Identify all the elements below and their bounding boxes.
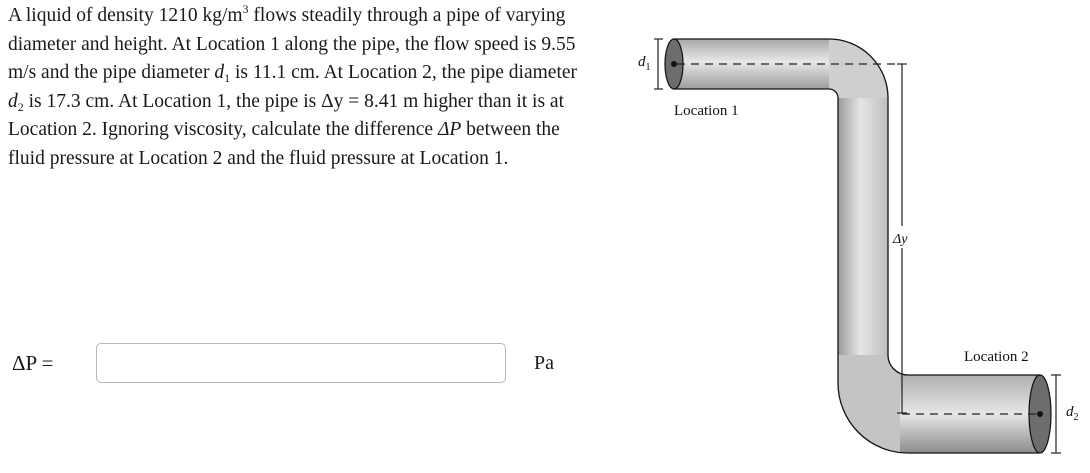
problem-text-part-2: flows steadily through a pipe of varying diameter and height. At Location 1 along the pipe, the flow speed is 9.55 m/s and the pipe diameter <box>8 5 576 84</box>
answer-row <box>12 341 554 385</box>
answer-unit: Pa <box>534 351 554 374</box>
problem-text-part-3: is 11.1 cm. At Location 2, the pipe diameter <box>230 62 578 84</box>
pipe-diagram <box>600 0 1090 473</box>
delta-y-label: Δy <box>893 232 908 247</box>
lower-elbow <box>838 355 908 453</box>
d1-symbol: d <box>214 62 225 84</box>
answer-label: ΔP = <box>12 350 54 375</box>
answer-input[interactable] <box>96 343 506 383</box>
problem-text-part-6: between the fluid pressure at Location 2 and the fluid pressure at Location 1. <box>8 119 560 169</box>
d1-subscript: 1 <box>224 71 231 86</box>
problem-text-intro: A liquid of density 1210 kg/m <box>8 5 243 26</box>
location1-label: Location 1 <box>674 103 739 119</box>
location2-label: Location 2 <box>964 349 1029 365</box>
density-exponent: 3 <box>242 2 249 16</box>
d2-subscript: 2 <box>17 99 24 114</box>
d1-label: $d_1$ <box>638 54 651 73</box>
d2-label: $d_2$ <box>1066 404 1079 423</box>
pipe-diagram-svg <box>600 0 1090 473</box>
problem-text-part-5: higher than it is at Location 2. Ignoring viscosity, calculate the difference <box>8 90 564 141</box>
d2-symbol: d <box>8 90 18 112</box>
problem-text-part-4: is 17.3 cm. At Location 1, the pipe is <box>23 90 322 112</box>
problem-statement <box>8 2 593 174</box>
location2-center-dot <box>1037 411 1043 417</box>
problem-text <box>8 2 593 174</box>
location1-center-dot <box>671 61 677 67</box>
upper-elbow <box>829 39 888 98</box>
vertical-pipe <box>838 98 888 355</box>
delta-p-symbol: ΔP <box>437 119 462 141</box>
delta-y-expression: Δy = 8.41 m <box>321 90 419 112</box>
